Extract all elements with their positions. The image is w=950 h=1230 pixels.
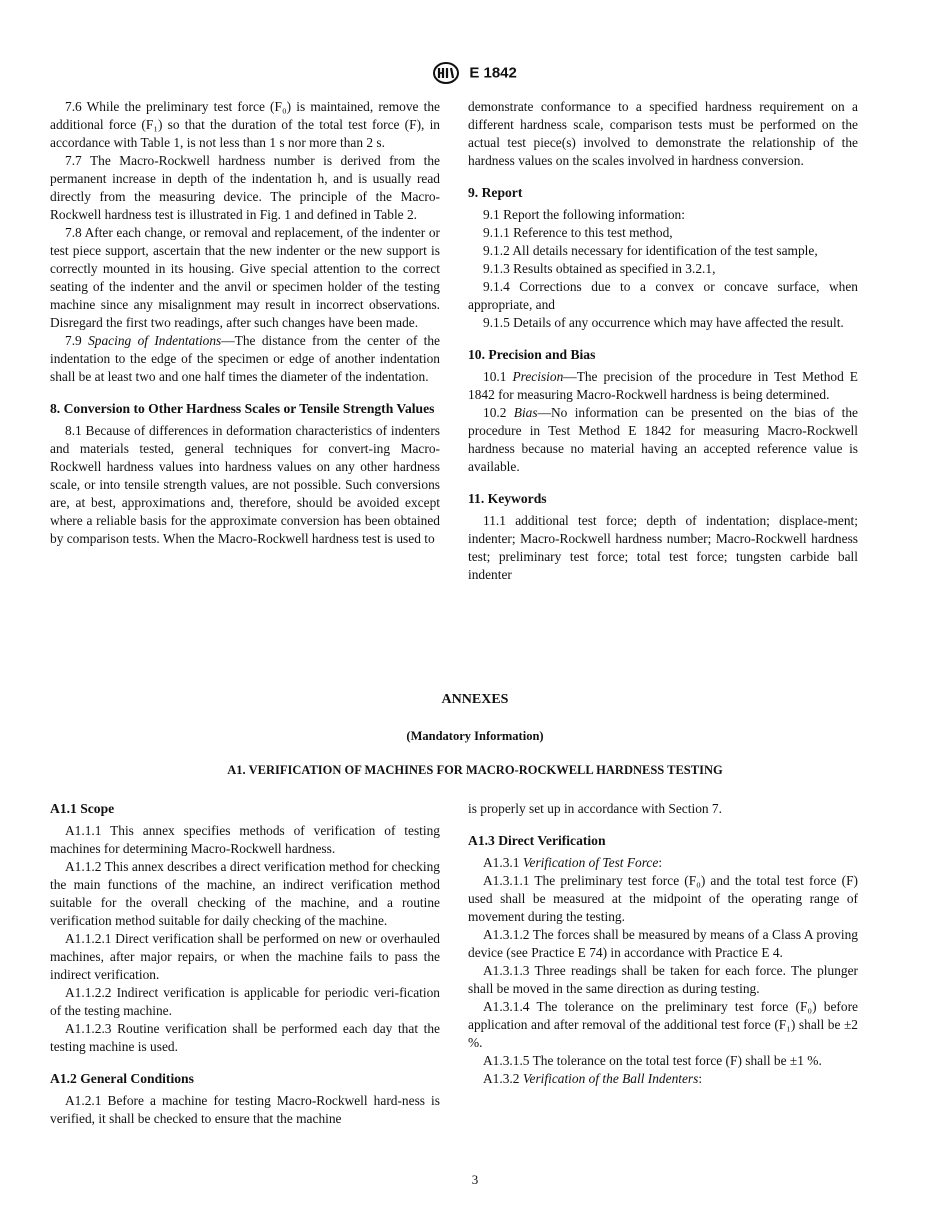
paragraph-a1-3-1-4: A1.3.1.4 The tolerance on the preliminary test force (F₀) before application and after removal of the additional test force (F₁) shall be ±2 %. bbox=[468, 999, 858, 1050]
paragraph-a1-3-1-1: A1.3.1.1 The preliminary test force (F₀) and the total test force (F) used shall be measured at the midpoint of the operating range of movement during the testing. bbox=[468, 873, 858, 924]
annexes-title: ANNEXES bbox=[441, 692, 509, 707]
paragraph-a1-3-1-3: A1.3.1.3 Three readings shall be taken for each force. The plunger shall be moved in the same direction as during testing. bbox=[468, 963, 858, 996]
section-a1-2-heading: A1.2 General Conditions bbox=[50, 1071, 194, 1086]
paragraph-7-9: 7.9 Spacing of Indentations—The distance from the center of the indentation to the edge of the specimen or edge of another indentation shall be at least two and one half times the diameter of the indentation. bbox=[50, 333, 440, 384]
section-8-heading: 8. Conversion to Other Hardness Scales or Tensile Strength Values bbox=[50, 401, 435, 416]
page-header bbox=[0, 62, 950, 84]
section-a1-1-heading: A1.1 Scope bbox=[50, 801, 115, 816]
column-left-top bbox=[50, 98, 440, 548]
paragraph-a1-3-1: A1.3.1 Verification of Test Force: bbox=[483, 855, 663, 870]
section-a1-3-heading: A1.3 Direct Verification bbox=[468, 833, 606, 848]
column-left-bottom bbox=[50, 800, 440, 1128]
paragraph-11-1: 11.1 additional test force; depth of indentation; displace-ment; indenter; Macro-Rockwell hardness number; Macro-Rockwell hardness test; preliminary test force; total test force; tungsten carbide ball indenter bbox=[468, 513, 858, 582]
paragraph-a1-1-2-1: A1.1.2.1 Direct verification shall be performed on new or overhauled machines, after major repairs, or when the machine fails to pass the indirect verification. bbox=[50, 931, 440, 982]
paragraph-a1-2-1-continued: is properly set up in accordance with Section 7. bbox=[468, 801, 722, 816]
paragraph-a1-3-1-2: A1.3.1.2 The forces shall be measured by means of a Class A proving device (see Practice E 74) in accordance with Practice E 4. bbox=[468, 927, 858, 960]
document-code: E 1842 bbox=[469, 64, 517, 82]
paragraph-9-1-5: 9.1.5 Details of any occurrence which may have affected the result. bbox=[483, 315, 844, 330]
paragraph-10-1: 10.1 Precision—The precision of the procedure in Test Method E 1842 for measuring Macro-Rockwell hardness is being determined. bbox=[468, 369, 858, 402]
paragraph-9-1-2: 9.1.2 All details necessary for identification of the test sample, bbox=[483, 243, 818, 258]
astm-logo-icon bbox=[433, 62, 459, 84]
section-11-heading: 11. Keywords bbox=[468, 491, 547, 506]
paragraph-a1-1-2-3: A1.1.2.3 Routine verification shall be performed each day that the testing machine is used. bbox=[50, 1021, 440, 1054]
annex-a1-title: A1. VERIFICATION OF MACHINES FOR MACRO-ROCKWELL HARDNESS TESTING bbox=[227, 763, 723, 777]
paragraph-9-1-4: 9.1.4 Corrections due to a convex or concave surface, when appropriate, and bbox=[468, 279, 858, 312]
paragraph-a1-3-2: A1.3.2 Verification of the Ball Indenters: bbox=[483, 1071, 703, 1086]
page-number: 3 bbox=[471, 1172, 479, 1187]
paragraph-8-1-continued: demonstrate conformance to a specified hardness requirement on a different hardness scale, comparison tests must be performed on the actual test piece(s) involved to demonstrate the relationship of the hardness values on the scales involved in hardness conversion. bbox=[468, 99, 858, 168]
column-right-top bbox=[468, 98, 858, 584]
section-9-heading: 9. Report bbox=[468, 185, 523, 200]
paragraph-a1-3-1-5: A1.3.1.5 The tolerance on the total test force (F) shall be ±1 %. bbox=[483, 1053, 822, 1068]
paragraph-8-1: 8.1 Because of differences in deformation characteristics of indenters and materials tested, general techniques for convert-ing Macro-Rockwell hardness values into hardness values on any other hardness scale, or into tensile strength values, are not possible. Such conversions are, at best, approximations and, therefore, should be avoided except where a reliable basis for the approximate conversion has been obtained by comparison tests. When the Macro-Rockwell hardness test is used to bbox=[50, 423, 440, 546]
paragraph-a1-1-1: A1.1.1 This annex specifies methods of verification of testing machines for determining Macro-Rockwell hardness. bbox=[50, 823, 440, 856]
paragraph-a1-1-2-2: A1.1.2.2 Indirect verification is applicable for periodic veri-fication of the testing machine. bbox=[50, 985, 440, 1018]
paragraph-9-1-1: 9.1.1 Reference to this test method, bbox=[483, 225, 673, 240]
paragraph-a1-1-2: A1.1.2 This annex describes a direct verification method for checking the main functions of the machine, an indirect verification method suitable for the overall checking of the machine, and a routine verification method suitable for daily checking of the machine. bbox=[50, 859, 440, 928]
paragraph-7-8: 7.8 After each change, or removal and replacement, of the indenter or test piece support, ascertain that the new indenter or the new support is correctly mounted in its housing. Give special attention to the correct seating of the indenter and the anvil or specimen holder of the testing machine since any misalignment may result in incorrect observations. Disregard the first two readings, after such changes have been made. bbox=[50, 225, 440, 330]
paragraph-9-1: 9.1 Report the following information: bbox=[483, 207, 685, 222]
paragraph-10-2: 10.2 Bias—No information can be presented on the bias of the procedure in Test Method E 1842 for measuring Macro-Rockwell hardness because no material having an accepted reference value is available. bbox=[468, 405, 858, 474]
paragraph-9-1-3: 9.1.3 Results obtained as specified in 3.2.1, bbox=[483, 261, 716, 276]
section-10-heading: 10. Precision and Bias bbox=[468, 347, 596, 362]
paragraph-7-6: 7.6 While the preliminary test force (F₀) is maintained, remove the additional force (F₁) so that the duration of the total test force (F), in accordance with Table 1, is not less than 1 s nor more than 2 s. bbox=[50, 99, 440, 150]
paragraph-7-7: 7.7 The Macro-Rockwell hardness number is derived from the permanent increase in depth of the indentation h, and is usually read directly from the measuring device. The principle of the Macro-Rockwell hardness test is illustrated in Fig. 1 and defined in Table 2. bbox=[50, 153, 440, 222]
column-right-bottom bbox=[468, 800, 858, 1088]
paragraph-a1-2-1: A1.2.1 Before a machine for testing Macro-Rockwell hard-ness is verified, it shall be checked to ensure that the machine bbox=[50, 1093, 440, 1126]
mandatory-information-label: (Mandatory Information) bbox=[406, 729, 544, 743]
